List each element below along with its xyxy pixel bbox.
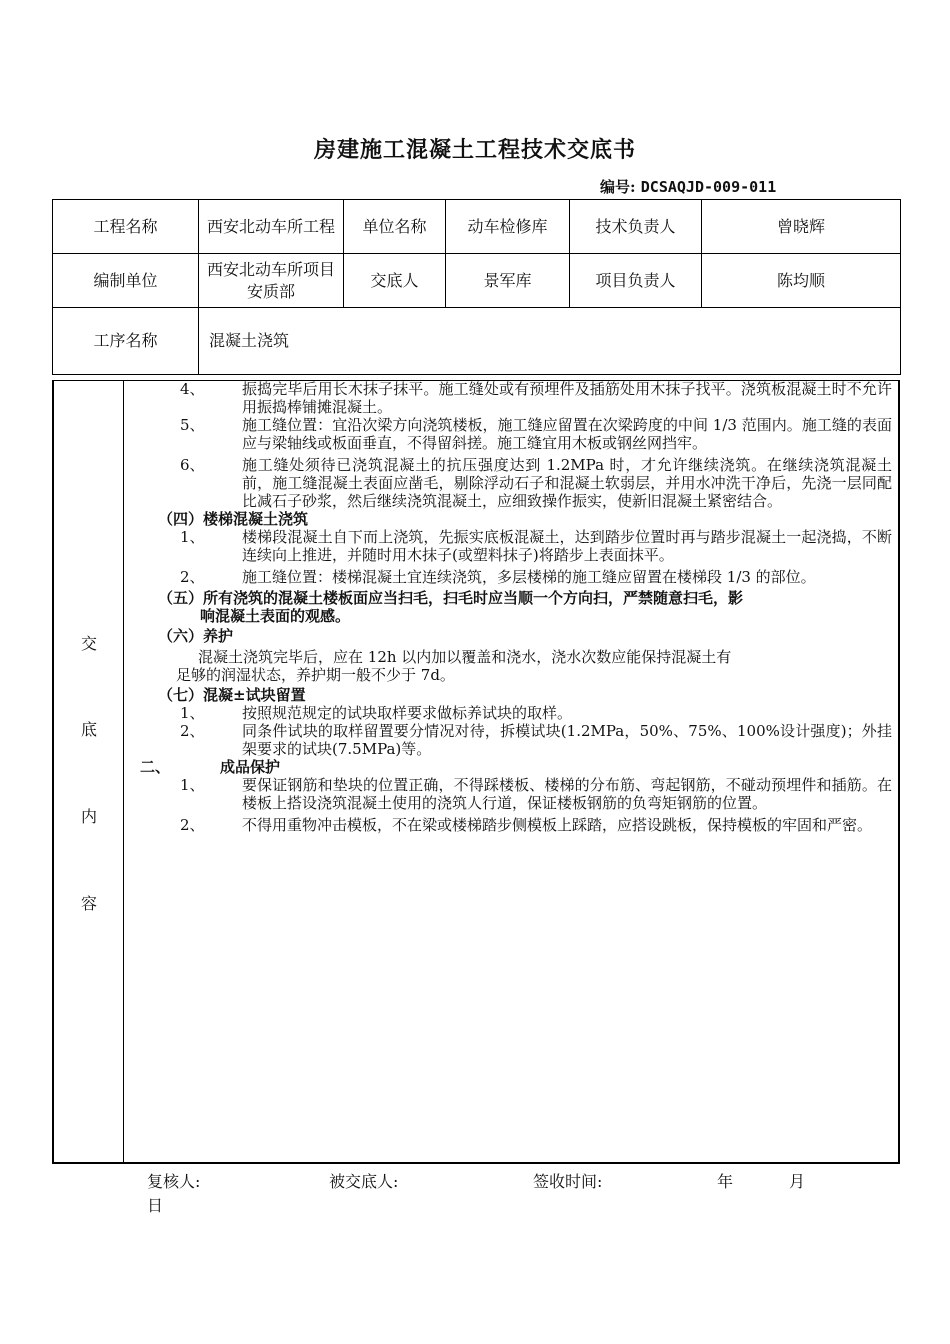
- item-text: 振捣完毕后用长木抹子抹平。施工缝处或有预埋件及插筋处用木抹子找平。浇筑板混凝土时不允许用振捣棒铺摊混凝土。: [242, 380, 892, 416]
- sign-time-label: 签收时间:: [533, 1172, 603, 1191]
- list-item: [134, 380, 892, 416]
- process-name-value: 混凝土浇筑: [199, 308, 901, 375]
- content-text: [134, 381, 892, 834]
- item-number: 2、: [180, 816, 205, 834]
- heading-line-1: （五）所有浇筑的混凝土楼板面应当扫毛，扫毛时应当顺一个方向扫，严禁随意扫毛，影: [158, 589, 744, 607]
- section-heading: （六）养护: [158, 627, 234, 645]
- item-text: 按照规范规定的试块取样要求做标养试块的取样。: [242, 704, 573, 722]
- side-char-1: 交: [80, 634, 97, 653]
- list-item: [134, 704, 892, 722]
- item-number: 6、: [180, 456, 205, 474]
- project-lead-value: 陈均顺: [702, 254, 901, 308]
- paragraph-line: 混凝土浇筑完毕后，应在 12h 以内加以覆盖和浇水，浇水次数应能保持混凝土有: [198, 648, 732, 666]
- list-item: [134, 528, 892, 564]
- item-number: 1、: [180, 704, 205, 722]
- heading-line-2: 响混凝土表面的观感。: [200, 607, 351, 625]
- header-row-2: [53, 254, 901, 308]
- list-item: [134, 416, 892, 452]
- list-item: [134, 456, 892, 510]
- item-text: 不得用重物冲击模板，不在梁或楼梯踏步侧模板上踩踏，应搭设跳板，保持模板的牢固和严密。: [242, 816, 873, 834]
- month-label: 月: [789, 1172, 806, 1191]
- document-number-label: 编号:: [600, 178, 636, 196]
- item-number: 1、: [180, 776, 205, 794]
- item-text: 施工缝位置：宜沿次梁方向浇筑楼板，施工缝应留置在次梁跨度的中间 1/3 范围内。施工缝的表面应与梁轴线或板面垂直，不得留斜搓。施工缝宜用木板或钢丝网挡牢。: [242, 416, 892, 452]
- list-item: [134, 722, 892, 758]
- unit-name-label: 单位名称: [344, 200, 446, 254]
- receiver-label: 被交底人:: [329, 1172, 399, 1191]
- item-text: 施工缝位置：楼梯混凝土宜连续浇筑，多层楼梯的施工缝应留置在楼梯段 1/3 的部位。: [242, 568, 816, 586]
- tech-lead-label: 技术负责人: [570, 200, 702, 254]
- item-number: 2、: [180, 568, 205, 586]
- item-text: 施工缝处须待已浇筑混凝土的抗压强度达到 1.2MPa 时，才允许继续浇筑。在继续浇筑混凝土前，施工缝混凝土表面应凿毛，剔除浮动石子和混凝土软弱层，并用水冲洗干净后，先浇一层同配比减石子砂浆，然后继续浇筑混凝土，应细致操作振实，使新旧混凝土紧密结合。: [242, 456, 892, 510]
- side-char-2: 底: [80, 720, 97, 739]
- item-text: 要保证钢筋和垫块的位置正确，不得踩楼板、楼梯的分布筋、弯起钢筋，不碰动预埋件和插筋。在楼板上搭设浇筑混凝土使用的浇筑人行道，保证楼板钢筋的负弯矩钢筋的位置。: [242, 776, 892, 812]
- section-title: 成品保护: [220, 758, 281, 776]
- section-heading: [134, 758, 892, 776]
- side-label: [54, 381, 124, 1162]
- document-title: 房建施工混凝土工程技术交底书: [313, 138, 636, 163]
- presenter-label: 交底人: [344, 254, 446, 308]
- header-row-3: [53, 308, 901, 375]
- header-row-1: [53, 200, 901, 254]
- presenter-value: 景军库: [446, 254, 570, 308]
- list-item: [134, 816, 892, 834]
- item-number: 1、: [180, 528, 205, 546]
- list-item: [134, 568, 892, 586]
- paragraph-line: 足够的润湿状态，养护期一般不少于 7d。: [176, 666, 455, 684]
- section-number: 二、: [140, 758, 171, 776]
- day-label: 日: [147, 1196, 164, 1215]
- process-name-label: 工序名称: [53, 308, 199, 375]
- section-heading: （七）混凝±试块留置: [158, 686, 306, 704]
- tech-lead-value: 曾晓辉: [702, 200, 901, 254]
- item-number: 4、: [180, 380, 205, 398]
- side-char-4: 容: [80, 894, 97, 913]
- item-text: 楼梯段混凝土自下而上浇筑，先振实底板混凝土，达到踏步位置时再与踏步混凝土一起浇捣，不断连续向上推进，并随时用木抹子(或塑料抹子)将踏步上表面抹平。: [242, 528, 892, 564]
- year-label: 年: [717, 1172, 734, 1191]
- prepared-by-label: 编制单位: [53, 254, 199, 308]
- reviewer-label: 复核人:: [147, 1172, 201, 1191]
- unit-name-value: 动车检修库: [446, 200, 570, 254]
- project-name-label: 工程名称: [53, 200, 199, 254]
- side-char-3: 内: [80, 807, 97, 826]
- item-number: 5、: [180, 416, 205, 434]
- project-name-value: 西安北动车所工程: [199, 200, 344, 254]
- prepared-by-value: 西安北动车所项目安质部: [199, 254, 344, 308]
- header-table: [52, 199, 901, 375]
- item-text: 同条件试块的取样留置要分情况对待，拆模试块(1.2MPa，50%、75%、100%设计强度)；外挂架要求的试块(7.5MPa)等。: [242, 722, 892, 758]
- section-heading: [134, 589, 892, 625]
- document-number-value: DCSAQJD-009-011: [640, 178, 777, 196]
- item-number: 2、: [180, 722, 205, 740]
- section-heading: （四）楼梯混凝土浇筑: [158, 510, 309, 528]
- list-item: [134, 776, 892, 812]
- project-lead-label: 项目负责人: [570, 254, 702, 308]
- document-number: [600, 176, 776, 197]
- disclosure-content-area: [52, 380, 900, 1164]
